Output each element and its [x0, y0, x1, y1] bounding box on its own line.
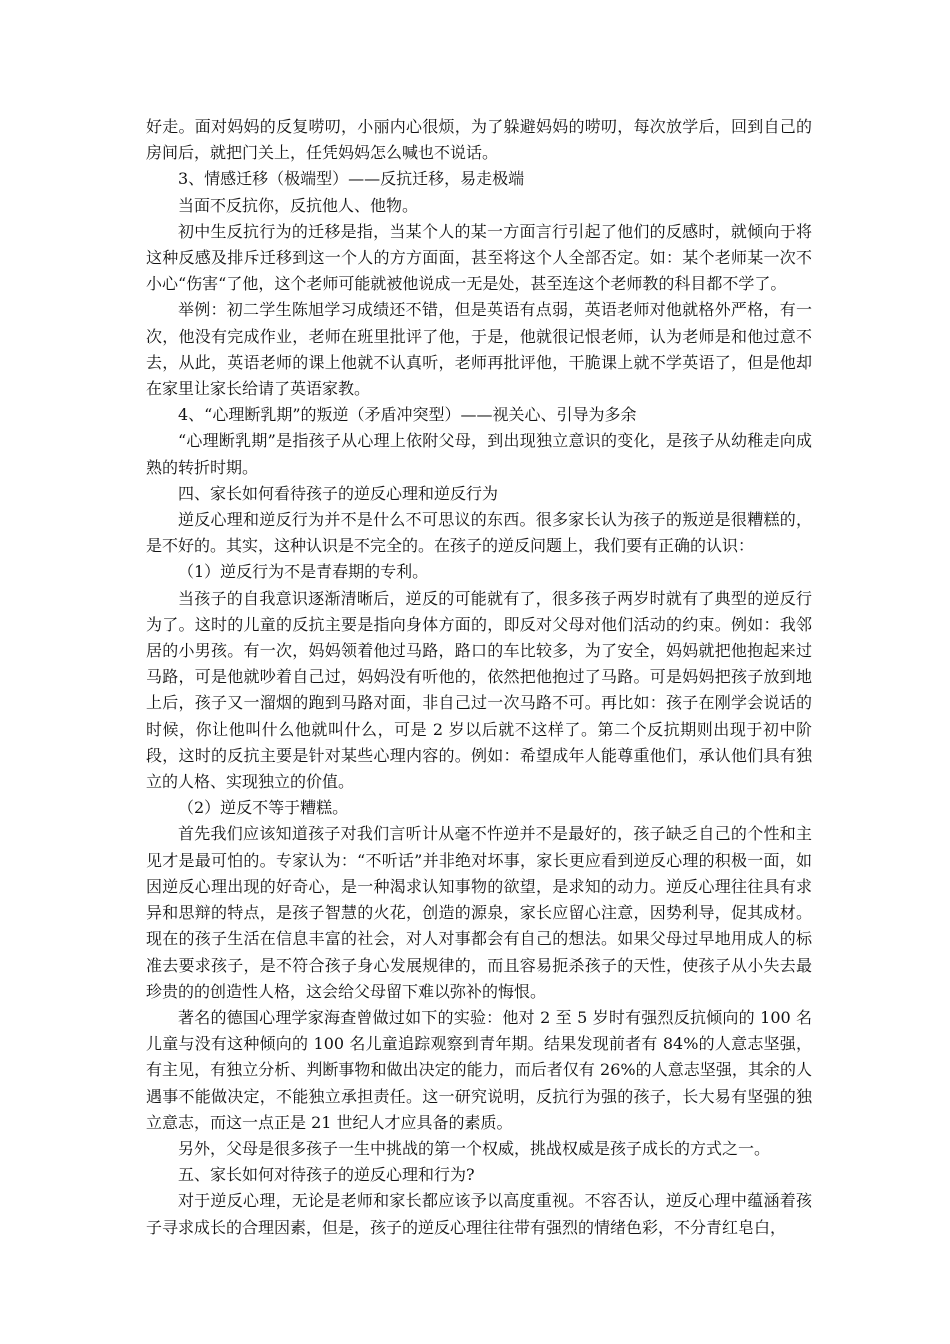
paragraph: 举例：初二学生陈旭学习成绩还不错，但是英语有点弱，英语老师对他就格外严格，有一次，他没有完成作业，老师在班里批评了他，于是，他就很记恨老师，认为老师是和他过意不去，从此，英语老师的课上他就不认真听，老师再批评他，干脆课上就不学英语了，但是他却在家里让家长给请了英语家教。: [146, 300, 812, 399]
paragraph: 另外，父母是很多孩子一生中挑战的第一个权威，挑战权威是孩子成长的方式之一。: [178, 1138, 771, 1158]
paragraph: 对于逆反心理，无论是老师和家长都应该予以高度重视。不容否认，逆反心理中蕴涵着孩子寻求成长的合理因素，但是，孩子的逆反心理往往带有强烈的情绪色彩，不分青红皂白，: [146, 1191, 812, 1237]
paragraph: 当孩子的自我意识逐渐清晰后，逆反的可能就有了，很多孩子两岁时就有了典型的逆反行为了。这时的儿童的反抗主要是指向身体方面的，即反对父母对他们活动的约束。例如：我邻居的小男孩。有一次，妈妈领着他过马路，路口的车比较多，为了安全，妈妈就把他抱起来过马路，可是他就吵着自己过，妈妈没有听他的，依然把他抱过了马路。可是妈妈把孩子放到地上后，孩子又一溜烟的跑到马路对面，非自己过一次马路不可。再比如：孩子在刚学会说话的时候，你让他叫什么他就叫什么，可是 2 岁以后就不这样了。第二个反抗期则出现于初中阶段，这时的反抗主要是针对某些心理内容的。例如：希望成年人能尊重他们，承认他们具有独立的人格、实现独立的价值。: [146, 588, 812, 792]
section-heading: 五、家长如何对待孩子的逆反心理和行为?: [178, 1165, 475, 1185]
section-heading: 3、情感迁移（极端型）——反抗迁移，易走极端: [178, 169, 525, 189]
document-body: [146, 114, 812, 1241]
paragraph: “心理断乳期”是指孩子从心理上依附父母，到出现独立意识的变化，是孩子从幼稚走向成熟的转折时期。: [146, 431, 812, 477]
section-heading: 4、“心理断乳期”的叛逆（矛盾冲突型）——视关心、引导为多余: [178, 405, 637, 425]
section-heading: 四、家长如何看待孩子的逆反心理和逆反行为: [178, 483, 499, 503]
paragraph: 著名的德国心理学家海查曾做过如下的实验：他对 2 至 5 岁时有强烈反抗倾向的 100 名儿童与没有这种倾向的 100 名儿童追踪观察到青年期。结果发现前者有 84%的人意志坚强，有主见，有独立分析、判断事物和做出决定的能力，而后者仅有 26%的人意志坚强，其余的人遇事不能做决定，不能独立承担责任。这一研究说明，反抗行为强的孩子，长大易有坚强的独立意志，而这一点正是 21 世纪人才应具备的素质。: [146, 1007, 812, 1132]
paragraph: 逆反心理和逆反行为并不是什么不可思议的东西。很多家长认为孩子的叛逆是很糟糕的，是不好的。其实，这种认识是不完全的。在孩子的逆反问题上，我们要有正确的认识：: [146, 510, 812, 556]
paragraph: 首先我们应该知道孩子对我们言听计从毫不忤逆并不是最好的，孩子缺乏自己的个性和主见才是最可怕的。专家认为：“不听话”并非绝对坏事，家长更应看到逆反心理的积极一面，如因逆反心理出现的好奇心，是一种渴求认知事物的欲望，是求知的动力。逆反心理往往具有求异和思辩的特点，是孩子智慧的火花，创造的源泉，家长应留心注意，因势利导，促其成材。现在的孩子生活在信息丰富的社会，对人对事都会有自己的想法。如果父母过早地用成人的标准去要求孩子，是不符合孩子身心发展规律的，而且容易扼杀孩子的天性，使孩子从小失去最珍贵的的创造性人格，这会给父母留下难以弥补的悔恨。: [146, 824, 812, 1001]
sub-heading: （1）逆反行为不是青春期的专利。: [178, 562, 429, 582]
paragraph: 初中生反抗行为的迁移是指，当某个人的某一方面言行引起了他们的反感时，就倾向于将这种反感及排斥迁移到这一个人的方方面面，甚至将这个人全部否定。如：某个老师某一次不小心“伤害“了他，这个老师可能就被他说成一无是处，甚至连这个老师教的科目都不学了。: [146, 221, 812, 294]
paragraph: 好走。面对妈妈的反复唠叨，小丽内心很烦，为了躲避妈妈的唠叨，每次放学后，回到自己的房间后，就把门关上，任凭妈妈怎么喊也不说话。: [146, 117, 812, 163]
paragraph: 当面不反抗你，反抗他人、他物。: [178, 195, 419, 215]
sub-heading: （2）逆反不等于糟糕。: [178, 798, 349, 818]
